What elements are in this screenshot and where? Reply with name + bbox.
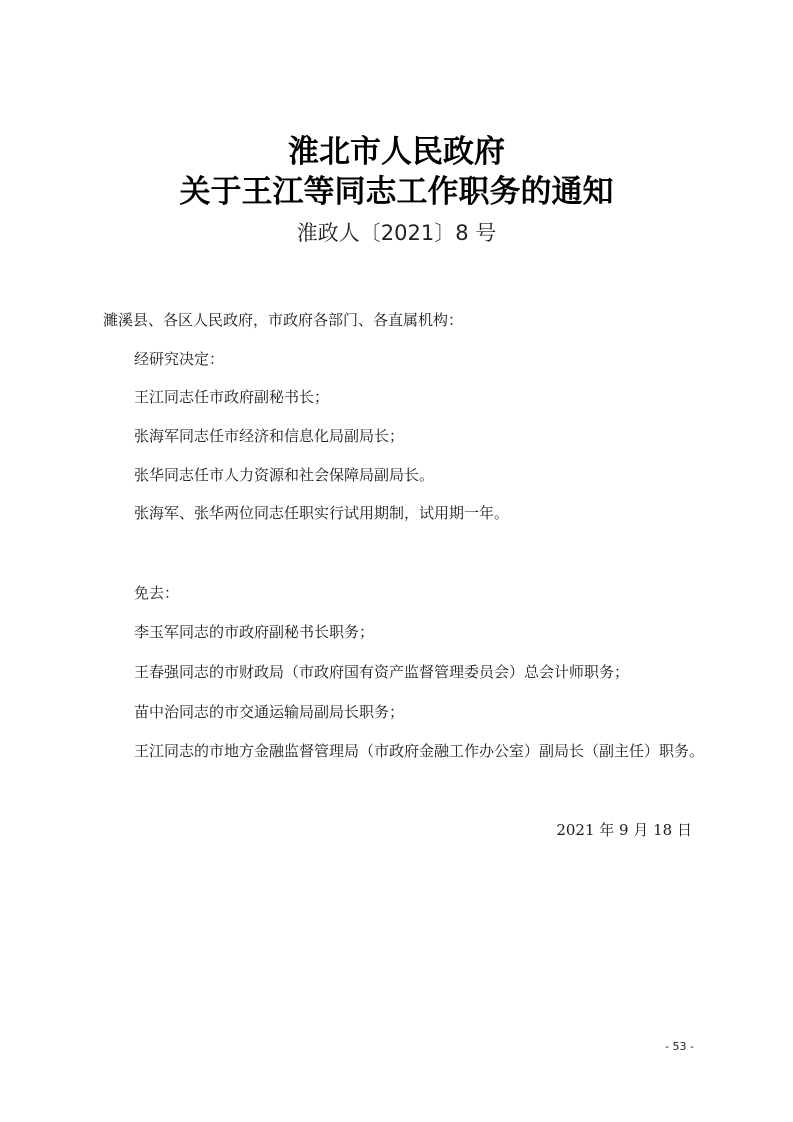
- appointment-item: 张海军同志任市经济和信息化局副局长；: [134, 427, 405, 445]
- removal-item: 苗中治同志的市交通运输局副局长职务；: [134, 703, 405, 721]
- issue-date: 2021 年 9 月 18 日: [556, 821, 692, 839]
- appointment-item: 张华同志任市人力资源和社会保障局副局长。: [134, 466, 435, 484]
- intro-text: 经研究决定：: [134, 350, 225, 368]
- removal-item: 王江同志的市地方金融监督管理局（市政府金融工作办公室）副局长（副主任）职务。: [134, 742, 705, 760]
- removal-heading: 免去：: [134, 584, 180, 602]
- removal-item: 李玉军同志的市政府副秘书长职务；: [134, 623, 375, 641]
- document-number: 淮政人〔2021〕8 号: [296, 221, 497, 245]
- page-number: - 53 -: [665, 1040, 694, 1053]
- probation-note: 张海军、张华两位同志任职实行试用期制，试用期一年。: [134, 504, 510, 522]
- addressee: 濉溪县、各区人民政府，市政府各部门、各直属机构：: [103, 311, 464, 329]
- document-title-line-2: 关于王江等同志工作职务的通知: [179, 174, 614, 210]
- appointment-item: 王江同志任市政府副秘书长；: [134, 388, 330, 406]
- removal-item: 王春强同志的市财政局（市政府国有资产监督管理委员会）总会计师职务；: [134, 663, 630, 681]
- document-title-line-1: 淮北市人民政府: [288, 134, 505, 170]
